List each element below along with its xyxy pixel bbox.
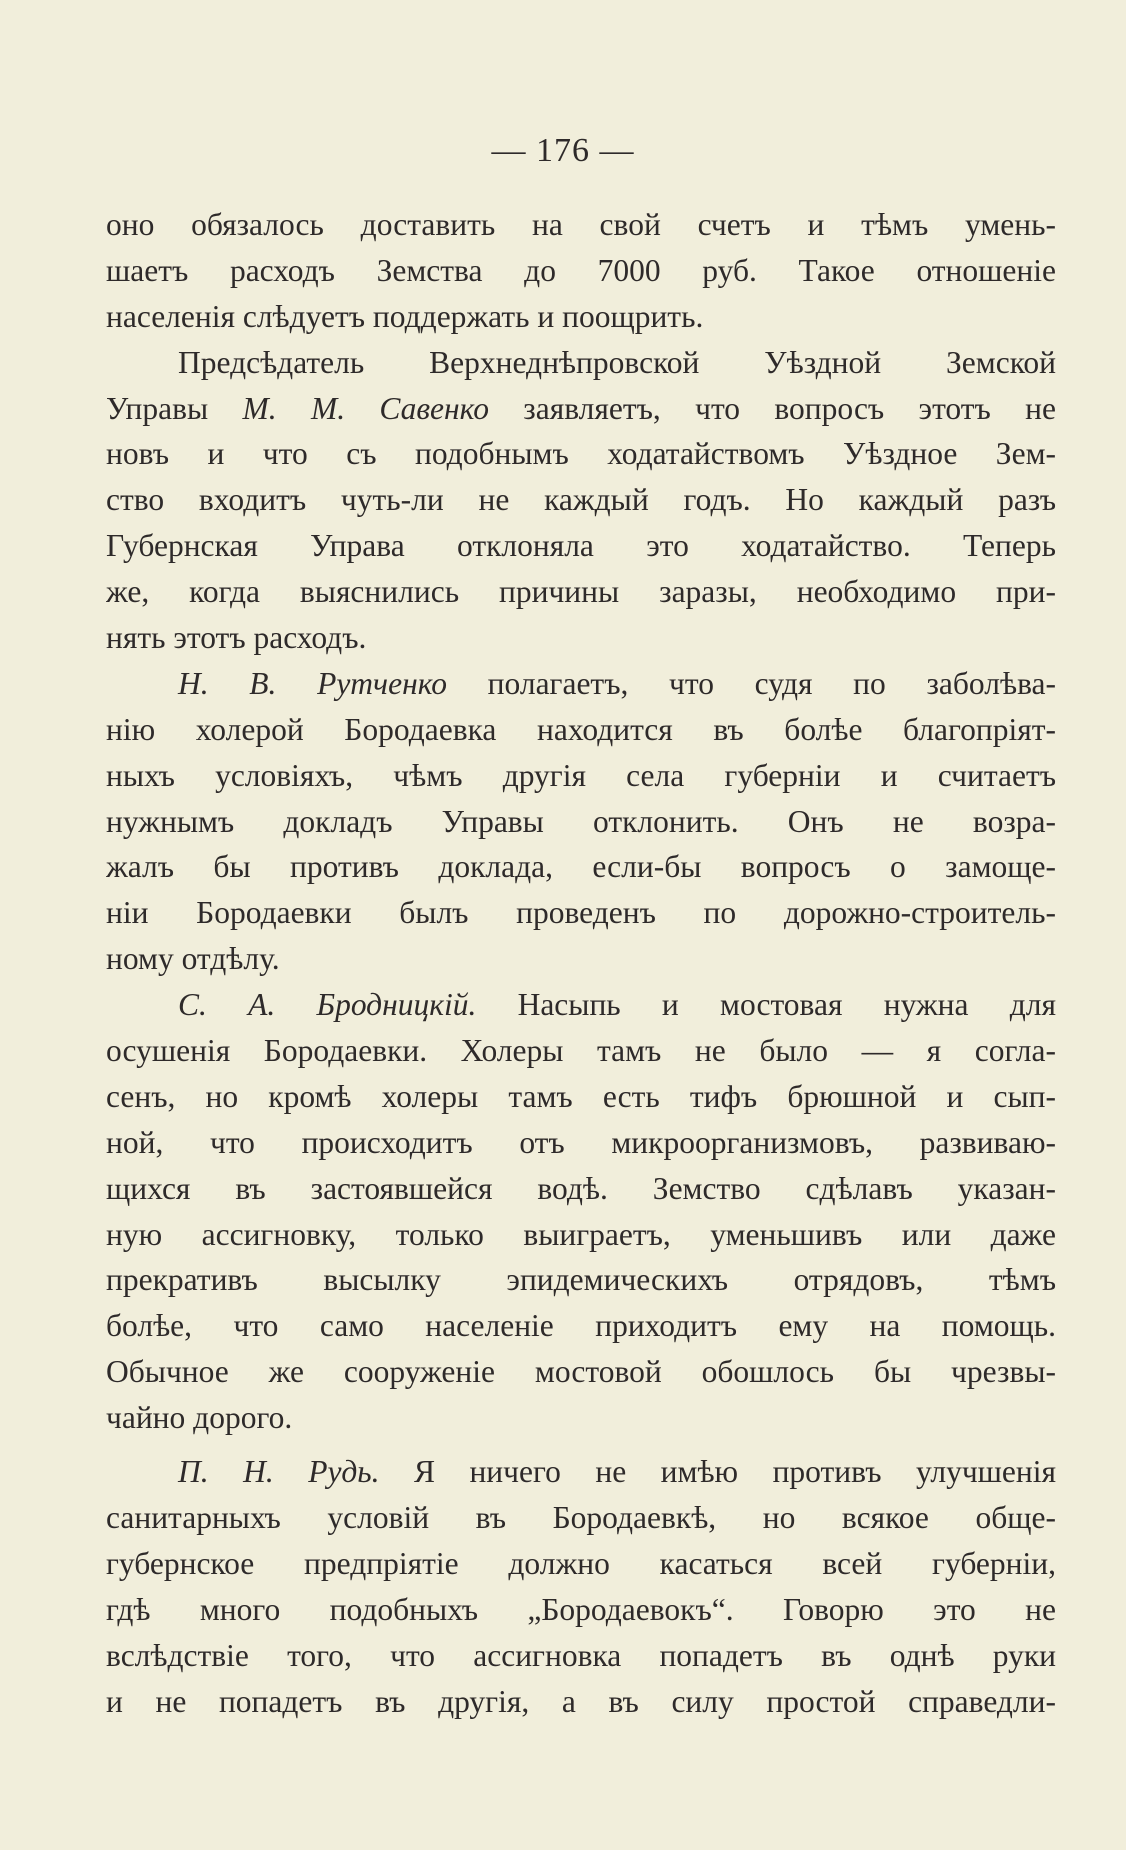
line-text: губернское предпріятіе должно касаться всей губерніи, [106,1545,1056,1581]
page-number: — 176 — [491,132,635,169]
speaker-name: С. А. Бродницкій. [178,987,477,1023]
text-line [106,1257,1056,1303]
text-line [106,1587,1056,1633]
line-text: сенъ, но кромѣ холеры тамъ есть тифъ брюшной и сып- [106,1078,1056,1114]
text-line [106,753,1056,799]
line-text: Я ничего не имѣю противъ улучшенія [379,1454,1056,1490]
line-text: щихся въ застоявшейся водѣ. Земство сдѣлавъ указан- [106,1170,1056,1206]
line-text: санитарныхъ условій въ Бородаевкѣ, но всякое обще- [106,1499,1056,1535]
line-text: шаетъ расходъ Земства до 7000 руб. Такое отношеніе [106,252,1056,288]
line-text: новъ и что съ подобнымъ ходатайствомъ Уѣздное Зем- [106,436,1056,472]
text-line [106,340,1056,386]
line-text: и не попадетъ въ другія, а въ силу простой справедли- [106,1683,1056,1719]
line-text: вслѣдствіе того, что ассигновка попадетъ въ однѣ руки [106,1637,1056,1673]
line-text: заявляетъ, что вопросъ этотъ не [488,390,1056,426]
line-text: болѣе, что само населеніе приходитъ ему на помощь. [106,1308,1056,1344]
line-text: населенія слѣдуетъ поддержать и поощрить. [106,298,704,334]
line-text: же, когда выяснились причины заразы, необходимо при- [106,574,1056,610]
line-text: прекративъ высылку эпидемическихъ отрядовъ, тѣмъ [106,1262,1056,1298]
text-line [106,844,1056,890]
text-line [106,1074,1056,1120]
line-text: чайно дорого. [106,1400,293,1436]
line-text: жалъ бы противъ доклада, если-бы вопросъ о замоще- [106,849,1056,885]
text-line [106,982,1056,1028]
speaker-name: Н. В. Рутченко [178,665,447,701]
text-line [106,1541,1056,1587]
line-text: нять этотъ расходъ. [106,620,367,656]
text-line [106,477,1056,523]
line-text: гдѣ много подобныхъ „Бородаевокъ“. Говорю это не [106,1591,1056,1627]
text-line [106,1028,1056,1074]
text-line [106,615,1056,661]
line-text: оно обязалось доставить на свой счетъ и тѣмъ умень- [106,207,1056,242]
text-line [106,523,1056,569]
body-text [106,202,1056,1724]
text-line [106,1395,1056,1441]
text-line [106,1633,1056,1679]
text-line [106,431,1056,477]
text-line [106,569,1056,615]
text-line [106,707,1056,753]
line-text: нію холерой Бородаевка находится въ болѣе благопріят- [106,711,1056,747]
text-line [106,890,1056,936]
line-text: осушенія Бородаевки. Холеры тамъ не было — я согла- [106,1033,1056,1069]
line-text: ную ассигновку, только выиграетъ, уменьшивъ или даже [106,1216,1056,1252]
line-text: нужнымъ докладъ Управы отклонить. Онъ не возра- [106,803,1056,839]
text-line [106,799,1056,845]
text-line [106,386,1056,432]
line-text: ство входитъ чуть-ли не каждый годъ. Но каждый разъ [106,482,1056,518]
text-line [106,1449,1056,1495]
text-line [106,1679,1056,1725]
text-line [106,936,1056,982]
speaker-name: П. Н. Рудь. [178,1454,380,1490]
line-text: Губернская Управа отклоняла это ходатайство. Теперь [106,528,1056,564]
line-text: ной, что происходитъ отъ микроорганизмовъ, развиваю- [106,1124,1056,1160]
text-line [106,1303,1056,1349]
text-line [106,202,1056,248]
line-text: ныхъ условіяхъ, чѣмъ другія села губерніи и считаетъ [106,757,1056,793]
text-line [106,661,1056,707]
line-text: ніи Бородаевки былъ проведенъ по дорожно-строитель- [106,895,1056,931]
text-line [106,1166,1056,1212]
line-text: Обычное же сооруженіе мостовой обошлось бы чрезвы- [106,1354,1056,1390]
text-line [106,1349,1056,1395]
line-text: Управы [106,390,243,426]
line-text: полагаетъ, что судя по заболѣва- [446,665,1056,701]
line-text: Предсѣдатель Верхнеднѣпровской Уѣздной Земской [178,344,1056,380]
line-text: ному отдѣлу. [106,941,280,977]
text-line [106,1495,1056,1541]
speaker-name: М. М. Савенко [242,390,489,426]
line-text: Насыпь и мостовая нужна для [476,987,1056,1023]
text-line [106,1120,1056,1166]
text-line [106,294,1056,340]
text-line [106,248,1056,294]
text-line [106,1212,1056,1258]
